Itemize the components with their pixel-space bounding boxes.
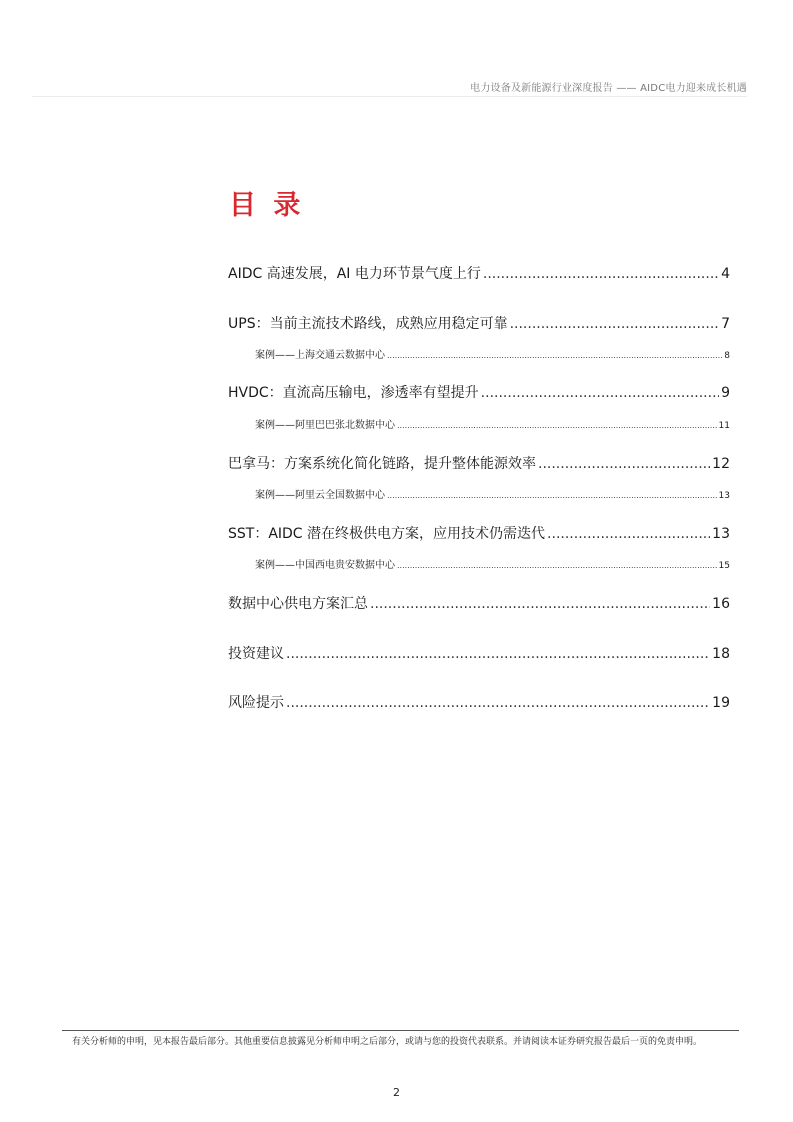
toc-subentry-label: 案例——上海交通云数据中心 [255, 350, 385, 361]
toc-entry-page: 16 [712, 596, 730, 612]
toc-leader-dots [510, 316, 720, 332]
toc-entry[interactable] [228, 692, 730, 712]
toc-entry-label: 投资建议 [228, 646, 284, 662]
toc-leader-dots [286, 646, 710, 662]
toc-entry-label: HVDC：直流高压输电，渗透率有望提升 [228, 385, 479, 401]
disclaimer-text: 有关分析师的申明，见本报告最后部分。其他重要信息披露见分析师申明之后部分，或请与您的投资代表联系。并请阅读本证券研究报告最后一页的免责申明。 [72, 1037, 703, 1047]
toc-entry[interactable] [228, 453, 730, 473]
toc-subentry[interactable] [255, 556, 730, 571]
toc-subentry[interactable] [255, 416, 730, 431]
toc-leader-dots [481, 385, 719, 401]
toc-entry-page: 4 [721, 266, 730, 282]
toc-entry[interactable] [228, 313, 730, 333]
toc-subentry[interactable] [255, 346, 730, 361]
toc-leader-dots [483, 266, 719, 282]
header-divider [32, 96, 747, 97]
toc-entry[interactable] [228, 643, 730, 663]
toc-entry[interactable] [228, 523, 730, 543]
toc-leader-dots [387, 490, 717, 501]
toc-subentry-label: 案例——阿里巴巴张北数据中心 [255, 420, 395, 431]
toc-entry-page: 7 [721, 316, 730, 332]
toc-subentry-page: 13 [718, 491, 730, 501]
toc-subentry-page: 8 [724, 351, 730, 361]
footer-divider [62, 1030, 739, 1031]
toc-entry-label: SST：AIDC 潜在终极供电方案，应用技术仍需迭代 [228, 526, 546, 542]
toc-entry[interactable] [228, 263, 730, 283]
toc-entry-page: 9 [721, 385, 730, 401]
toc-entry-page: 18 [712, 646, 730, 662]
toc-subentry-label: 案例——中国西电贵安数据中心 [255, 560, 395, 571]
toc-leader-dots [547, 526, 710, 542]
toc-entry-label: 数据中心供电方案汇总 [228, 596, 368, 612]
toc-entry[interactable] [228, 593, 730, 613]
toc-entry-page: 12 [712, 456, 730, 472]
toc-entry-label: 巴拿马：方案系统化简化链路，提升整体能源效率 [228, 456, 536, 472]
toc-leader-dots [397, 560, 717, 571]
toc-subentry-page: 11 [718, 421, 730, 431]
toc-subentry-label: 案例——阿里云全国数据中心 [255, 490, 385, 501]
toc-entry[interactable] [228, 382, 730, 402]
toc-subentry-page: 15 [718, 561, 730, 571]
toc-entry-page: 19 [712, 695, 730, 711]
toc-subentry[interactable] [255, 486, 730, 501]
page-number: 2 [393, 1086, 400, 1099]
toc-title: 目 录 [229, 190, 305, 221]
toc-entry-label: 风险提示 [228, 695, 284, 711]
toc-leader-dots [387, 350, 722, 361]
toc-leader-dots [538, 456, 710, 472]
toc-entry-page: 13 [712, 526, 730, 542]
toc-leader-dots [370, 596, 710, 612]
toc-leader-dots [286, 695, 710, 711]
toc-entry-label: UPS：当前主流技术路线，成熟应用稳定可靠 [228, 316, 508, 332]
running-header: 电力设备及新能源行业深度报告 —— AIDC电力迎来成长机遇 [470, 83, 747, 94]
toc-leader-dots [397, 420, 717, 431]
toc-entry-label: AIDC 高速发展，AI 电力环节景气度上行 [228, 266, 481, 282]
